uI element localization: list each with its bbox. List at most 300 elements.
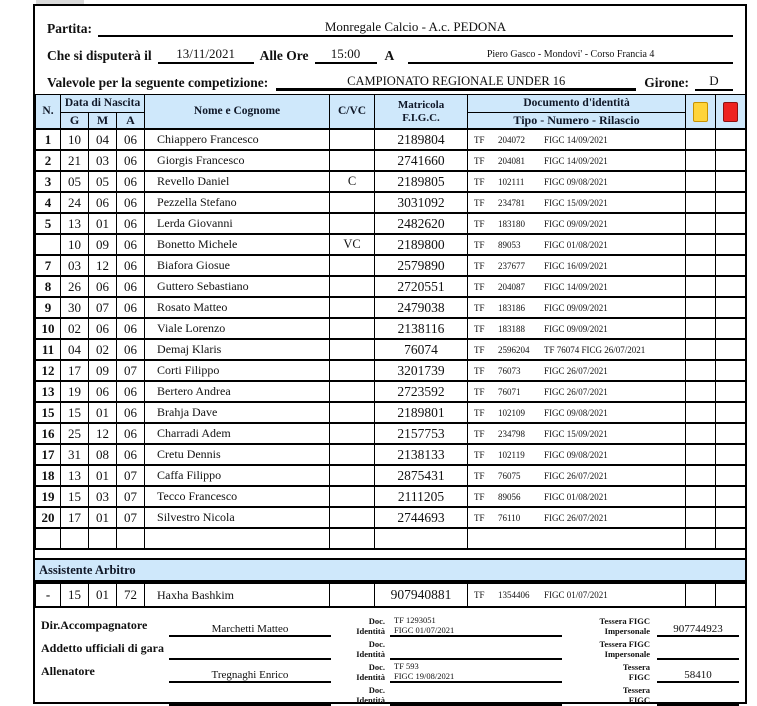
matricola-value: 2189800 <box>375 234 468 255</box>
birth-year: 07 <box>117 486 145 507</box>
doc-type: TF <box>474 365 485 376</box>
yellow-card-cell <box>686 213 716 234</box>
red-card-cell <box>716 465 746 486</box>
doc-number: 76071 <box>498 386 521 397</box>
doc-number: 1354406 <box>498 590 530 600</box>
birth-day <box>61 528 89 549</box>
player-name: Bertero Andrea <box>145 381 330 402</box>
at-label: A <box>384 48 395 63</box>
header-yellow-card <box>686 95 716 130</box>
official-name: Tregnaghi Enrico <box>169 669 331 683</box>
match-date: 13/11/2021 <box>158 47 254 64</box>
birth-month <box>89 528 117 549</box>
captain-flag <box>330 297 375 318</box>
match-title: Monregale Calcio - A.c. PEDONA <box>98 20 733 37</box>
official-row <box>39 683 739 706</box>
red-card-cell <box>716 583 746 607</box>
player-row <box>36 402 746 423</box>
doc-type: TF <box>474 590 485 600</box>
player-name: Viale Lorenzo <box>145 318 330 339</box>
birth-day: 15 <box>61 486 89 507</box>
doc-number: 102111 <box>498 176 525 187</box>
player-row <box>36 318 746 339</box>
player-row <box>36 213 746 234</box>
matricola-value: 3031092 <box>375 192 468 213</box>
player-number: 4 <box>36 192 61 213</box>
tessera-label-line2: Impersonale <box>604 648 650 659</box>
assistant-referee-header: Assistente Arbitro <box>35 558 745 582</box>
birth-year: 06 <box>117 276 145 297</box>
yellow-card-cell <box>686 381 716 402</box>
header-birth: Data di Nascita <box>61 95 145 113</box>
matricola-value: 2157753 <box>375 423 468 444</box>
player-number: 20 <box>36 507 61 528</box>
birth-month: 04 <box>89 129 117 150</box>
tessera-value: 907744923 <box>657 623 739 637</box>
assistant-number: - <box>36 583 61 607</box>
tessera-label <box>570 663 657 683</box>
captain-flag <box>330 213 375 234</box>
red-card-cell <box>716 129 746 150</box>
red-card-cell <box>716 381 746 402</box>
player-row <box>36 528 746 549</box>
birth-month: 06 <box>89 276 117 297</box>
partita-label: Partita: <box>47 21 92 36</box>
red-card-cell <box>716 213 746 234</box>
doc-type: TF <box>474 281 485 292</box>
player-name: Demaj Klaris <box>145 339 330 360</box>
player-number: 17 <box>36 444 61 465</box>
doc-number: 183180 <box>498 218 526 229</box>
doc-number: 183188 <box>498 323 526 334</box>
captain-flag <box>330 381 375 402</box>
red-card-icon <box>723 102 738 122</box>
document-cell <box>468 486 686 507</box>
tessera-label <box>570 640 657 660</box>
birth-day: 26 <box>61 276 89 297</box>
doc-number: 183186 <box>498 302 526 313</box>
player-name: Chiappero Francesco <box>145 129 330 150</box>
matricola-value <box>375 528 468 549</box>
player-number: 19 <box>36 486 61 507</box>
doc-release: FIGC 09/09/2021 <box>544 302 608 313</box>
player-number: 9 <box>36 297 61 318</box>
tessera-label <box>570 686 657 706</box>
doc-type: TF <box>474 512 485 523</box>
official-role: Addetto ufficiali di gara <box>41 641 164 655</box>
doc-release: FIGC 09/09/2021 <box>544 323 608 334</box>
document-cell <box>468 192 686 213</box>
player-name: Biafora Giosue <box>145 255 330 276</box>
player-row <box>36 423 746 444</box>
player-row <box>36 150 746 171</box>
player-row <box>36 129 746 150</box>
tessera-label-line2: Impersonale <box>604 625 650 636</box>
match-report-sheet <box>33 4 747 704</box>
birth-year: 06 <box>117 192 145 213</box>
document-cell <box>468 402 686 423</box>
player-row <box>36 276 746 297</box>
matricola-value: 2189805 <box>375 171 468 192</box>
player-name: Cretu Dennis <box>145 444 330 465</box>
red-card-cell <box>716 360 746 381</box>
player-number: 8 <box>36 276 61 297</box>
player-name: Silvestro Nicola <box>145 507 330 528</box>
official-name: Marchetti Matteo <box>169 623 331 637</box>
captain-flag <box>330 402 375 423</box>
header-a: A <box>117 113 145 130</box>
birth-month: 05 <box>89 171 117 192</box>
doc-identity-label <box>331 686 390 706</box>
player-number: 1 <box>36 129 61 150</box>
player-name: Brahja Dave <box>145 402 330 423</box>
doc-type: TF <box>474 302 485 313</box>
document-cell <box>468 360 686 381</box>
official-role: Dir.Accompagnatore <box>41 618 148 632</box>
doc-identity-label <box>331 640 390 660</box>
matricola-value: 2579890 <box>375 255 468 276</box>
doc-release: FIGC 09/08/2021 <box>544 449 608 460</box>
red-card-cell <box>716 423 746 444</box>
yellow-card-cell <box>686 528 716 549</box>
player-row <box>36 234 746 255</box>
red-card-cell <box>716 192 746 213</box>
tessera-label-line1: Tessera <box>622 685 650 696</box>
captain-flag <box>330 507 375 528</box>
document-cell <box>468 465 686 486</box>
birth-month: 12 <box>89 255 117 276</box>
birth-year: 06 <box>117 297 145 318</box>
birth-year: 06 <box>117 213 145 234</box>
doc-release: FIGC 09/08/2021 <box>544 407 608 418</box>
document-cell <box>468 171 686 192</box>
doc-number: 76075 <box>498 470 521 481</box>
yellow-card-cell <box>686 583 716 607</box>
assistant-birth-year: 72 <box>117 583 145 607</box>
captain-flag <box>330 465 375 486</box>
doc-number: 102109 <box>498 407 526 418</box>
birth-year: 06 <box>117 402 145 423</box>
birth-day: 02 <box>61 318 89 339</box>
yellow-card-cell <box>686 339 716 360</box>
document-cell <box>468 297 686 318</box>
yellow-card-cell <box>686 171 716 192</box>
birth-month: 02 <box>89 339 117 360</box>
competition-label: Valevole per la seguente competizione: <box>47 75 269 90</box>
player-name: Tecco Francesco <box>145 486 330 507</box>
matricola-value: 2111205 <box>375 486 468 507</box>
doc-number: 204087 <box>498 281 526 292</box>
birth-day: 31 <box>61 444 89 465</box>
doc-type: TF <box>474 155 485 166</box>
header-g: G <box>61 113 89 130</box>
official-document <box>390 662 562 683</box>
player-name: Giorgis Francesco <box>145 150 330 171</box>
document-cell <box>468 255 686 276</box>
doc-release: FIGC 15/09/2021 <box>544 197 608 208</box>
doc-number: 89053 <box>498 239 521 250</box>
document-cell <box>468 444 686 465</box>
matricola-value: 3201739 <box>375 360 468 381</box>
doc-type: TF <box>474 344 485 355</box>
captain-flag <box>330 255 375 276</box>
captain-flag <box>330 528 375 549</box>
header-matricola-line2: F.I.G.C. <box>402 111 440 124</box>
match-time: 15:00 <box>315 47 377 64</box>
birth-year: 06 <box>117 423 145 444</box>
red-card-cell <box>716 150 746 171</box>
captain-flag <box>330 486 375 507</box>
header-name: Nome e Cognome <box>145 95 330 130</box>
assistant-row <box>36 583 746 607</box>
doc-type: TF <box>474 407 485 418</box>
doc-release: FIGC 14/09/2021 <box>544 134 608 145</box>
match-venue: Piero Gasco - Mondovi' - Corso Francia 4 <box>408 49 733 65</box>
birth-day: 21 <box>61 150 89 171</box>
doc-type: TF <box>474 197 485 208</box>
yellow-card-cell <box>686 234 716 255</box>
doc-release: FIGC 26/07/2021 <box>544 512 608 523</box>
player-row <box>36 381 746 402</box>
birth-day: 10 <box>61 129 89 150</box>
doc-number: 102119 <box>498 449 525 460</box>
birth-month: 03 <box>89 150 117 171</box>
yellow-card-cell <box>686 192 716 213</box>
doc-label-line1: Doc. <box>368 662 385 673</box>
doc-type: TF <box>474 491 485 502</box>
captain-flag <box>330 360 375 381</box>
birth-day: 19 <box>61 381 89 402</box>
player-name: Guttero Sebastiano <box>145 276 330 297</box>
red-card-cell <box>716 402 746 423</box>
player-row <box>36 507 746 528</box>
official-doc-line1: TF 593 <box>394 661 419 672</box>
doc-label-line2: Identità <box>356 625 385 636</box>
captain-flag <box>330 276 375 297</box>
match-header <box>35 6 745 91</box>
birth-year: 06 <box>117 444 145 465</box>
birth-day: 05 <box>61 171 89 192</box>
captain-flag <box>330 150 375 171</box>
document-cell <box>468 150 686 171</box>
birth-month: 07 <box>89 297 117 318</box>
doc-type: TF <box>474 323 485 334</box>
birth-year: 06 <box>117 129 145 150</box>
birth-year: 06 <box>117 171 145 192</box>
doc-label-line1: Doc. <box>368 685 385 696</box>
doc-label-line1: Doc. <box>368 616 385 627</box>
birth-month: 09 <box>89 234 117 255</box>
birth-day: 03 <box>61 255 89 276</box>
document-cell <box>468 213 686 234</box>
birth-year <box>117 528 145 549</box>
matricola-value: 2482620 <box>375 213 468 234</box>
birth-month: 01 <box>89 402 117 423</box>
birth-year: 06 <box>117 318 145 339</box>
birth-year: 07 <box>117 360 145 381</box>
yellow-card-cell <box>686 297 716 318</box>
matricola-value: 2189804 <box>375 129 468 150</box>
matricola-value: 76074 <box>375 339 468 360</box>
doc-release: TF 76074 FICG 26/07/2021 <box>544 344 646 355</box>
document-cell <box>468 276 686 297</box>
yellow-card-cell <box>686 423 716 444</box>
header-m: M <box>89 113 117 130</box>
doc-label-line2: Identità <box>356 694 385 705</box>
birth-year: 06 <box>117 234 145 255</box>
tessera-label-line1: Tessera FIGC <box>599 639 650 650</box>
yellow-card-cell <box>686 465 716 486</box>
match-title-line <box>47 13 733 37</box>
player-number: 18 <box>36 465 61 486</box>
doc-number: 2596204 <box>498 344 530 355</box>
matricola-value: 2720551 <box>375 276 468 297</box>
doc-number: 76110 <box>498 512 521 523</box>
birth-month: 01 <box>89 465 117 486</box>
captain-flag: VC <box>330 234 375 255</box>
player-row <box>36 192 746 213</box>
player-number: 16 <box>36 423 61 444</box>
red-card-cell <box>716 339 746 360</box>
officials-section <box>35 608 745 706</box>
birth-month: 09 <box>89 360 117 381</box>
red-card-cell <box>716 297 746 318</box>
doc-type: TF <box>474 218 485 229</box>
tessera-label-line1: Tessera <box>622 662 650 673</box>
doc-release: FIGC 14/09/2021 <box>544 155 608 166</box>
assistant-cvc <box>330 583 375 607</box>
doc-release: FIGC 14/09/2021 <box>544 281 608 292</box>
header-matricola <box>375 95 468 130</box>
captain-flag <box>330 444 375 465</box>
birth-month: 06 <box>89 381 117 402</box>
red-card-cell <box>716 255 746 276</box>
player-number: 11 <box>36 339 61 360</box>
header-red-card <box>716 95 746 130</box>
tessera-label <box>570 617 657 637</box>
birth-year: 07 <box>117 465 145 486</box>
document-cell <box>468 528 686 549</box>
birth-month: 01 <box>89 507 117 528</box>
birth-month: 06 <box>89 192 117 213</box>
assistant-referee-table <box>35 582 746 608</box>
player-number: 2 <box>36 150 61 171</box>
doc-release: FIGC 26/07/2021 <box>544 365 608 376</box>
birth-day: 10 <box>61 234 89 255</box>
birth-day: 17 <box>61 360 89 381</box>
doc-number: 89056 <box>498 491 521 502</box>
player-row <box>36 297 746 318</box>
tessera-label-line2: FIGC <box>628 671 650 682</box>
birth-month: 12 <box>89 423 117 444</box>
player-number: 13 <box>36 381 61 402</box>
birth-month: 06 <box>89 318 117 339</box>
competition-value: CAMPIONATO REGIONALE UNDER 16 <box>276 74 636 91</box>
time-label: Alle Ore <box>259 48 309 63</box>
player-number <box>36 234 61 255</box>
birth-day: 15 <box>61 402 89 423</box>
official-row <box>39 614 739 637</box>
document-cell <box>468 339 686 360</box>
red-card-cell <box>716 171 746 192</box>
birth-day: 13 <box>61 213 89 234</box>
doc-number: 234798 <box>498 428 526 439</box>
yellow-card-cell <box>686 255 716 276</box>
birth-day: 13 <box>61 465 89 486</box>
matricola-value: 2138116 <box>375 318 468 339</box>
player-number: 12 <box>36 360 61 381</box>
doc-number: 234781 <box>498 197 526 208</box>
doc-release: FIGC 09/08/2021 <box>544 176 608 187</box>
doc-type: TF <box>474 134 485 145</box>
official-doc-line1: TF 1293051 <box>394 615 436 626</box>
yellow-card-cell <box>686 486 716 507</box>
player-row <box>36 255 746 276</box>
tessera-label-line1: Tessera FIGC <box>599 616 650 627</box>
captain-flag <box>330 192 375 213</box>
doc-type: TF <box>474 386 485 397</box>
birth-month: 01 <box>89 213 117 234</box>
player-row <box>36 171 746 192</box>
assistant-matricola: 907940881 <box>375 583 468 607</box>
red-card-cell <box>716 318 746 339</box>
player-name: Charradi Adem <box>145 423 330 444</box>
doc-label-line1: Doc. <box>368 639 385 650</box>
yellow-card-cell <box>686 402 716 423</box>
tessera-value: 58410 <box>657 669 739 683</box>
official-document <box>390 616 562 637</box>
header-doc-sub: Tipo - Numero - Rilascio <box>468 113 686 130</box>
yellow-card-cell <box>686 360 716 381</box>
captain-flag <box>330 129 375 150</box>
doc-release: FIGC 09/09/2021 <box>544 218 608 229</box>
birth-day: 25 <box>61 423 89 444</box>
assistant-name: Haxha Bashkim <box>145 583 330 607</box>
player-name: Bonetto Michele <box>145 234 330 255</box>
matricola-value: 2138133 <box>375 444 468 465</box>
official-row <box>39 637 739 660</box>
doc-number: 76073 <box>498 365 521 376</box>
player-number: 7 <box>36 255 61 276</box>
yellow-card-cell <box>686 318 716 339</box>
red-card-cell <box>716 507 746 528</box>
red-card-cell <box>716 444 746 465</box>
header-doc: Documento d'identità <box>468 95 686 113</box>
player-row <box>36 360 746 381</box>
document-cell <box>468 381 686 402</box>
doc-label-line2: Identità <box>356 671 385 682</box>
birth-day: 24 <box>61 192 89 213</box>
roster-table <box>35 94 746 550</box>
player-number <box>36 528 61 549</box>
matricola-value: 2479038 <box>375 297 468 318</box>
header-cvc: C/VC <box>330 95 375 130</box>
official-doc-line2: FIGC 19/08/2021 <box>394 670 455 681</box>
assistant-document-cell <box>468 583 686 607</box>
birth-year: 06 <box>117 255 145 276</box>
doc-release: FIGC 15/09/2021 <box>544 428 608 439</box>
doc-identity-label <box>331 663 390 683</box>
document-cell <box>468 129 686 150</box>
date-label: Che si disputerà il <box>47 48 152 63</box>
official-role: Allenatore <box>41 664 95 678</box>
competition-line <box>47 67 733 91</box>
birth-year: 06 <box>117 381 145 402</box>
player-name: Revello Daniel <box>145 171 330 192</box>
matricola-value: 2741660 <box>375 150 468 171</box>
birth-year: 06 <box>117 339 145 360</box>
doc-type: TF <box>474 470 485 481</box>
